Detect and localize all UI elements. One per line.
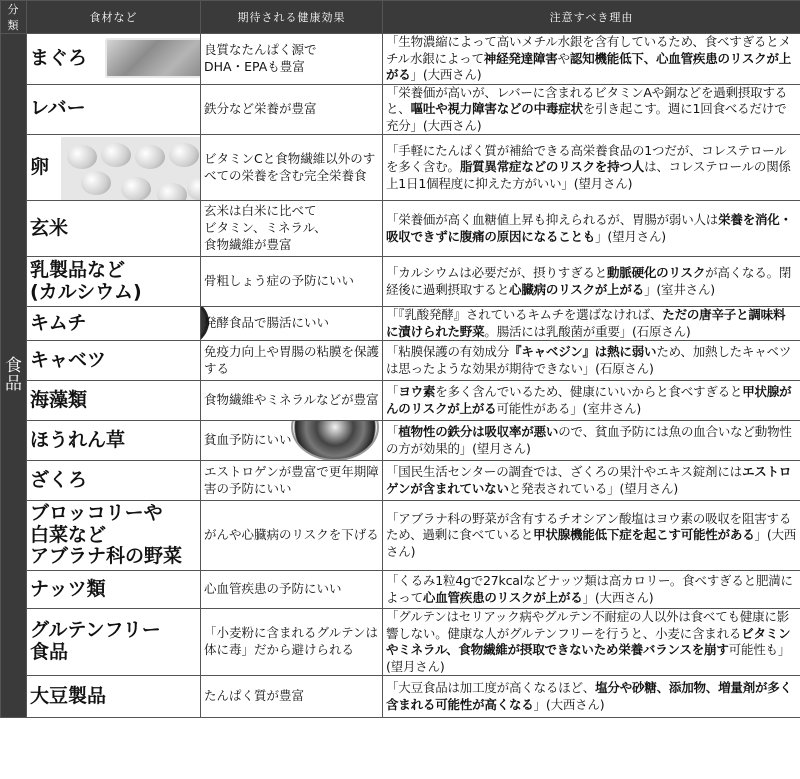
food-name: 海藻類 <box>30 388 88 411</box>
table-row <box>1 307 800 341</box>
benefit-text: 「小麦粉に含まれるグルテンは体に毒」だから避けられる <box>204 625 379 657</box>
egg-shape <box>121 177 151 201</box>
food-name: ほうれん草 <box>30 428 126 451</box>
reason-cell <box>383 341 800 381</box>
table-row <box>1 381 800 421</box>
table-row <box>1 341 800 381</box>
benefit-cell <box>201 461 383 501</box>
food-name-cell <box>27 381 201 421</box>
table-row <box>1 421 800 461</box>
table-header-row <box>1 1 800 34</box>
food-name-cell <box>27 84 201 135</box>
reason-text: 「粘膜保護の有効成分『キャベジン』は熱に弱いため、加熱したキャベツは思ったような効果が期待できない」(石原さん) <box>386 344 792 376</box>
reason-cell <box>383 201 800 257</box>
food-name-cell <box>27 421 201 461</box>
food-name: グルテンフリー 食品 <box>30 619 161 663</box>
reason-text: 「グルテンはセリアック病やグルテン不耐症の人以外は食べても健康に影響しない。健康な人がグルテンフリーを行うと、小麦に含まれるビタミンやミネラル、食物繊維が摂取できないため栄養バランスを崩す可能性も」(望月さん) <box>386 609 791 674</box>
reason-cell <box>383 34 800 85</box>
food-name: ざくろ <box>30 468 88 491</box>
header-reason: 注意すべき理由 <box>383 1 800 34</box>
reason-text: 「栄養価が高く血糖値上昇も抑えられるが、胃腸が弱い人は栄養を消化・吸収できずに腹痛の原因になることも」(望月さん) <box>386 212 792 244</box>
benefit-text: 鉄分など栄養が豊富 <box>204 100 317 116</box>
benefit-text: ビタミンCと食物繊維以外のすべての栄養を含む完全栄養食 <box>204 150 376 183</box>
table-row <box>1 84 800 135</box>
food-name: まぐろ <box>30 46 88 69</box>
food-name: ブロッコリーや 白菜など アブラナ科の野菜 <box>30 501 183 568</box>
reason-text: 「ヨウ素を多く含んでいるため、健康にいいからと食べすぎると甲状腺がんのリスクが上がる可能性がある」(室井さん) <box>386 384 792 416</box>
reason-cell <box>383 135 800 201</box>
table-row <box>1 201 800 257</box>
food-name: キムチ <box>30 311 87 334</box>
food-name: キャベツ <box>30 348 107 371</box>
benefit-cell <box>201 501 383 571</box>
benefit-text: 玄米は白米に比べて ビタミン、ミネラル、 食物繊維が豊富 <box>204 203 327 252</box>
benefit-cell <box>201 34 383 85</box>
table-row <box>1 676 800 718</box>
reason-text: 「くるみ1粒4gで27kcalなどナッツ類は高カロリー。食べすぎると肥満によって心血管疾患のリスクが上がる」(大西さん) <box>386 573 793 605</box>
benefit-cell <box>201 381 383 421</box>
benefit-text: エストロゲンが豊富で更年期障害の予防にいい <box>204 463 379 496</box>
reason-text: 「手軽にたんぱく質が補給できる高栄養食品の1つだが、コレステロールを多く含む。脂質異常症などのリスクを持つ人は、コレステロールの関係上1日1個程度に抑えた方がいい」(望月さん) <box>386 142 791 191</box>
benefit-cell <box>201 676 383 718</box>
table-row <box>1 135 800 201</box>
benefit-cell <box>201 135 383 201</box>
benefit-cell <box>201 341 383 381</box>
table-row <box>1 571 800 609</box>
reason-text: 「栄養価が高いが、レバーに含まれるビタミンAや銅などを過剰摂取すると、嘔吐や視力障害などの中毒症状を引き起こす。週に1回食べるだけで充分」(大西さん) <box>386 84 788 133</box>
food-name-cell <box>27 257 201 307</box>
food-name: 玄米 <box>30 216 69 239</box>
food-name-cell <box>27 34 201 85</box>
table-row <box>1 34 800 85</box>
table-row <box>1 461 800 501</box>
benefit-cell <box>201 307 383 341</box>
reason-cell <box>383 571 800 609</box>
reason-text: 「大豆食品は加工度が高くなるほど、塩分や砂糖、添加物、増量剤が多く含まれる可能性が高くなる」(大西さん) <box>386 680 792 712</box>
benefit-text: 骨粗しょう症の予防にいい <box>204 273 355 289</box>
benefit-text: 貧血予防にいい <box>204 432 292 448</box>
food-name-cell <box>27 341 201 381</box>
reason-cell <box>383 421 800 461</box>
reason-text: 「国民生活センターの調査では、ざくろの果汁やエキス錠剤にはエストロゲンが含まれていないと発表されている」(望月さん) <box>386 464 792 496</box>
benefit-cell <box>201 421 383 461</box>
reason-cell <box>383 501 800 571</box>
reason-text: 「アブラナ科の野菜が含有するチオシアン酸塩はヨウ素の吸収を阻害するため、過剰に食べていると甲状腺機能低下症を起こす可能性がある」(大西さん) <box>386 510 797 559</box>
benefit-cell <box>201 257 383 307</box>
food-name-cell <box>27 307 201 341</box>
header-benefit: 期待される健康効果 <box>201 1 383 34</box>
reason-text: 「『乳酸発酵』されているキムチを選ばなければ、ただの唐辛子と調味料に漬けられた野菜。腸活には乳酸菌が重要」(石原さん) <box>386 307 786 339</box>
egg-shape <box>157 183 187 201</box>
egg-shape <box>187 177 201 201</box>
table-row <box>1 609 800 676</box>
benefit-cell <box>201 609 383 676</box>
category-cell <box>1 34 27 718</box>
table-row <box>1 257 800 307</box>
benefit-text: がんや心臓病のリスクを下げる <box>204 527 379 543</box>
food-name-cell <box>27 201 201 257</box>
reason-cell <box>383 676 800 718</box>
food-name-cell <box>27 501 201 571</box>
table-row <box>1 501 800 571</box>
reason-text: 「カルシウムは必要だが、摂りすぎると動脈硬化のリスクが高くなる。閉経後に過剰摂取すると心臓病のリスクが上がる」(室井さん) <box>386 265 792 297</box>
food-name: ナッツ類 <box>30 577 106 600</box>
food-name-cell <box>27 571 201 609</box>
food-name: 卵 <box>30 155 50 178</box>
benefit-cell <box>201 571 383 609</box>
food-name-cell <box>27 609 201 676</box>
food-name: レバー <box>30 97 86 120</box>
benefit-text: 心血管疾患の予防にいい <box>204 581 342 597</box>
reason-cell <box>383 381 800 421</box>
header-food: 食材など <box>27 1 201 34</box>
food-name-cell <box>27 135 201 201</box>
reason-cell <box>383 257 800 307</box>
benefit-text: 食物繊維やミネラルなどが豊富 <box>204 392 379 408</box>
food-name-cell <box>27 676 201 718</box>
benefit-text: 発酵食品で腸活にいい <box>204 315 330 331</box>
reason-cell <box>383 461 800 501</box>
reason-cell <box>383 84 800 135</box>
food-name: 乳製品など (カルシウム) <box>30 258 142 303</box>
food-name-cell <box>27 461 201 501</box>
benefit-text: 良質なたんぱく源で DHA・EPAも豊富 <box>204 41 317 74</box>
header-category: 分類 <box>1 1 27 34</box>
category-label: 食品 <box>5 355 22 394</box>
reason-text: 「植物性の鉄分は吸収率が悪いので、貧血予防には魚の血合いなど動物性の方が効果的」(望月さん) <box>386 424 792 456</box>
benefit-cell <box>201 201 383 257</box>
benefit-text: 免疫力向上や胃腸の粘膜を保護する <box>204 343 380 376</box>
benefit-cell <box>201 84 383 135</box>
reason-text: 「生物濃縮によって高いメチル水銀を含有しているため、食べすぎるとメチル水銀によって神経発達障害や認知機能低下、心血管疾患のリスクが上がる」(大西さん) <box>386 34 792 82</box>
food-name: 大豆製品 <box>30 684 107 707</box>
reason-cell <box>383 307 800 341</box>
reason-cell <box>383 609 800 676</box>
benefit-text: たんぱく質が豊富 <box>204 688 305 704</box>
